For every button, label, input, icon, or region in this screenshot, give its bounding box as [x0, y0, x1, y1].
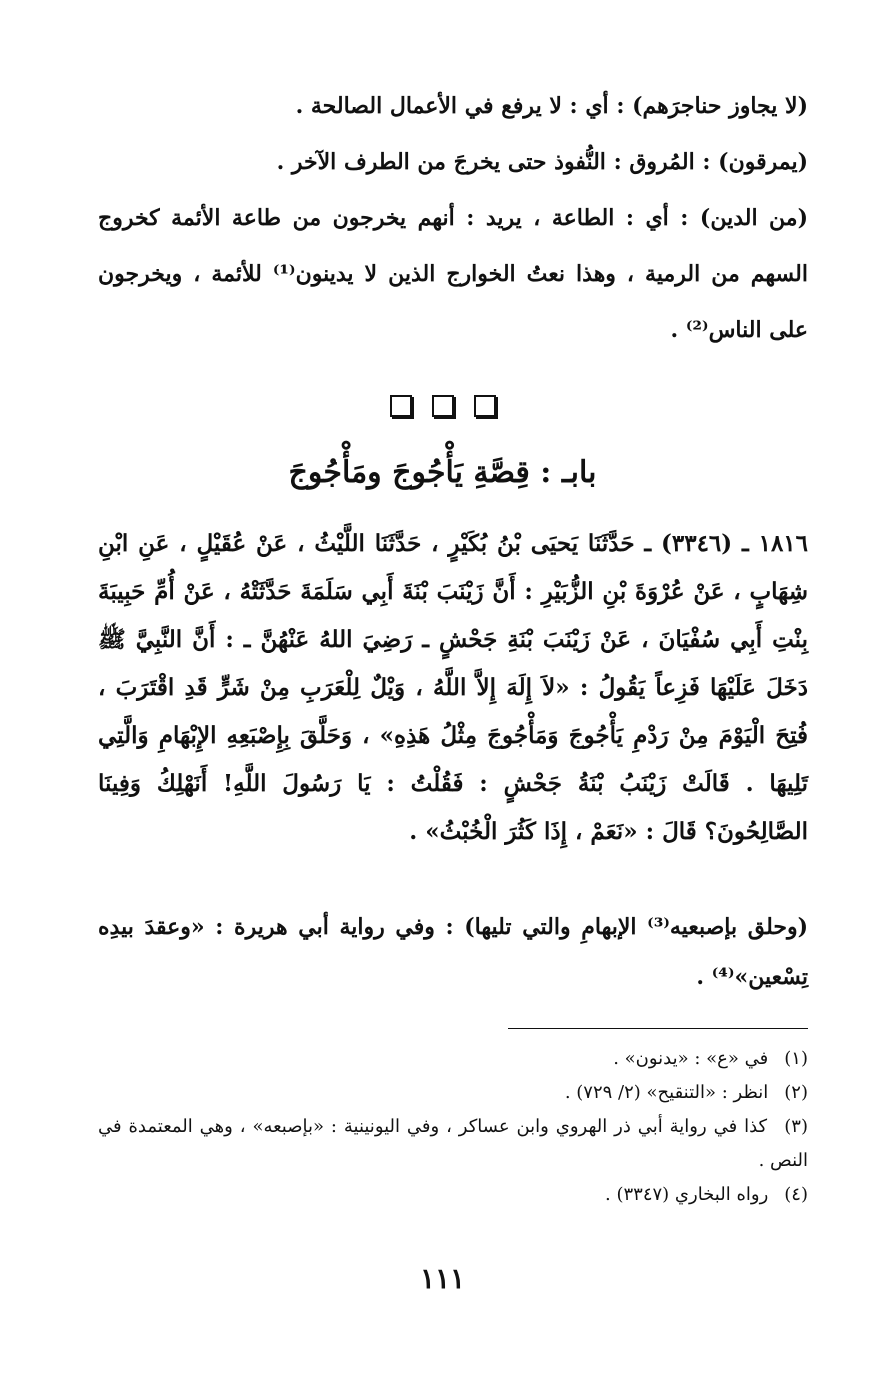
footnote-4: [98, 1178, 808, 1212]
gloss-paragraph-1: (لا يجاوز حناجرَهم) : أي : لا يرفع في الأعمال الصالحة .: [295, 93, 808, 119]
gloss-paragraph-2: (يمرقون) : المُروق : النُّفوذ حتى يخرجَ من الطرف الآخر .: [276, 149, 808, 175]
footnote-number: (١): [784, 1048, 808, 1069]
section-separator: [0, 395, 885, 417]
footnote-text: انظر : «التنقيح» (٢/ ٧٢٩) .: [564, 1082, 769, 1103]
footnotes: [98, 1042, 808, 1212]
top-commentary: [98, 78, 808, 358]
square-ornament-icon: [390, 395, 412, 417]
footnote-number: (٤): [784, 1184, 808, 1205]
footnote-1: [98, 1042, 808, 1076]
page-number: ١١١: [419, 1262, 466, 1295]
commentary-paragraph: (وحلق بإصبعيه⁽³⁾ الإبهامِ والتي تليها) : وفي رواية أبي هريرة : «وعقدَ بيدِه تِسْعين»⁽⁴⁾ .: [98, 914, 808, 990]
chapter-heading: بابـ : قِصَّةِ يَأْجُوجَ ومَأْجُوجَ: [288, 455, 597, 490]
hadith-commentary: [98, 902, 808, 1002]
square-ornament-icon: [474, 395, 496, 417]
footnote-text: في «ع» : «يدنون» .: [613, 1048, 769, 1069]
footnote-number: (٣): [784, 1116, 808, 1137]
gloss-paragraph-3: (من الدين) : أي : الطاعة ، يريد : أنهم يخرجون من طاعة الأئمة كخروج السهم من الرمية ، وهذا نعتُ الخوارج الذين لا يدينون⁽¹⁾ للأئمة ، ويخرجون على الناس⁽²⁾ .: [98, 205, 808, 343]
hadith-paragraph: ١٨١٦ ـ (٣٣٤٦) ـ حَدَّثَنَا يَحيَى بْنُ بُكَيْرٍ ، حَدَّثَنَا اللَّيْثُ ، عَنْ عُقَيْلٍ ، عَنِ ابْنِ شِهَابٍ ، عَنْ عُرْوَةَ بْنِ الزُّبَيْرِ : أَنَّ زَيْنَبَ بْنَةَ أَبِي سَلَمَةَ حَدَّثَتْهُ ، عَنْ أُمِّ حَبِيبَةَ بِنْتِ أَبِي سُفْيَانَ ، عَنْ زَيْنَبَ بْنَةِ جَحْشٍ ـ رَضِيَ اللهُ عَنْهُنَّ ـ : أَنَّ النَّبِيَّ ﷺ دَخَلَ عَلَيْهَا فَزِعاً يَقُولُ : «لاَ إِلَهَ إِلاَّ اللَّهُ ، وَيْلٌ لِلْعَرَبِ مِنْ شَرٍّ قَدِ اقْتَرَبَ ، فُتِحَ الْيَوْمَ مِنْ رَدْمِ يَأْجُوجَ وَمَأْجُوجَ مِثْلُ هَذِهِ» ، وَحَلَّقَ بِإِصْبَعِهِ الإِبْهَامِ وَالَّتِي تَلِيهَا . قَالَتْ زَيْنَبُ بْنَةُ جَحْشٍ : فَقُلْتُ : يَا رَسُولَ اللَّهِ! أَنَهْلِكُ وَفِينَا الصَّالِحُونَ؟ قَالَ : «نَعَمْ ، إِذَا كَثُرَ الْخُبْثُ» .: [98, 530, 809, 845]
footnote-text: كذا في رواية أبي ذر الهروي وابن عساكر ، وفي اليونينية : «بإصبعه» ، وهي المعتمدة في النص .: [98, 1116, 808, 1171]
square-ornament-icon: [432, 395, 454, 417]
footnote-3: [98, 1110, 808, 1178]
footnote-2: [98, 1076, 808, 1110]
footnote-text: رواه البخاري (٣٣٤٧) .: [605, 1184, 769, 1205]
hadith-text: [98, 520, 808, 856]
footnote-number: (٢): [784, 1082, 808, 1103]
footnote-separator: [508, 1028, 808, 1029]
